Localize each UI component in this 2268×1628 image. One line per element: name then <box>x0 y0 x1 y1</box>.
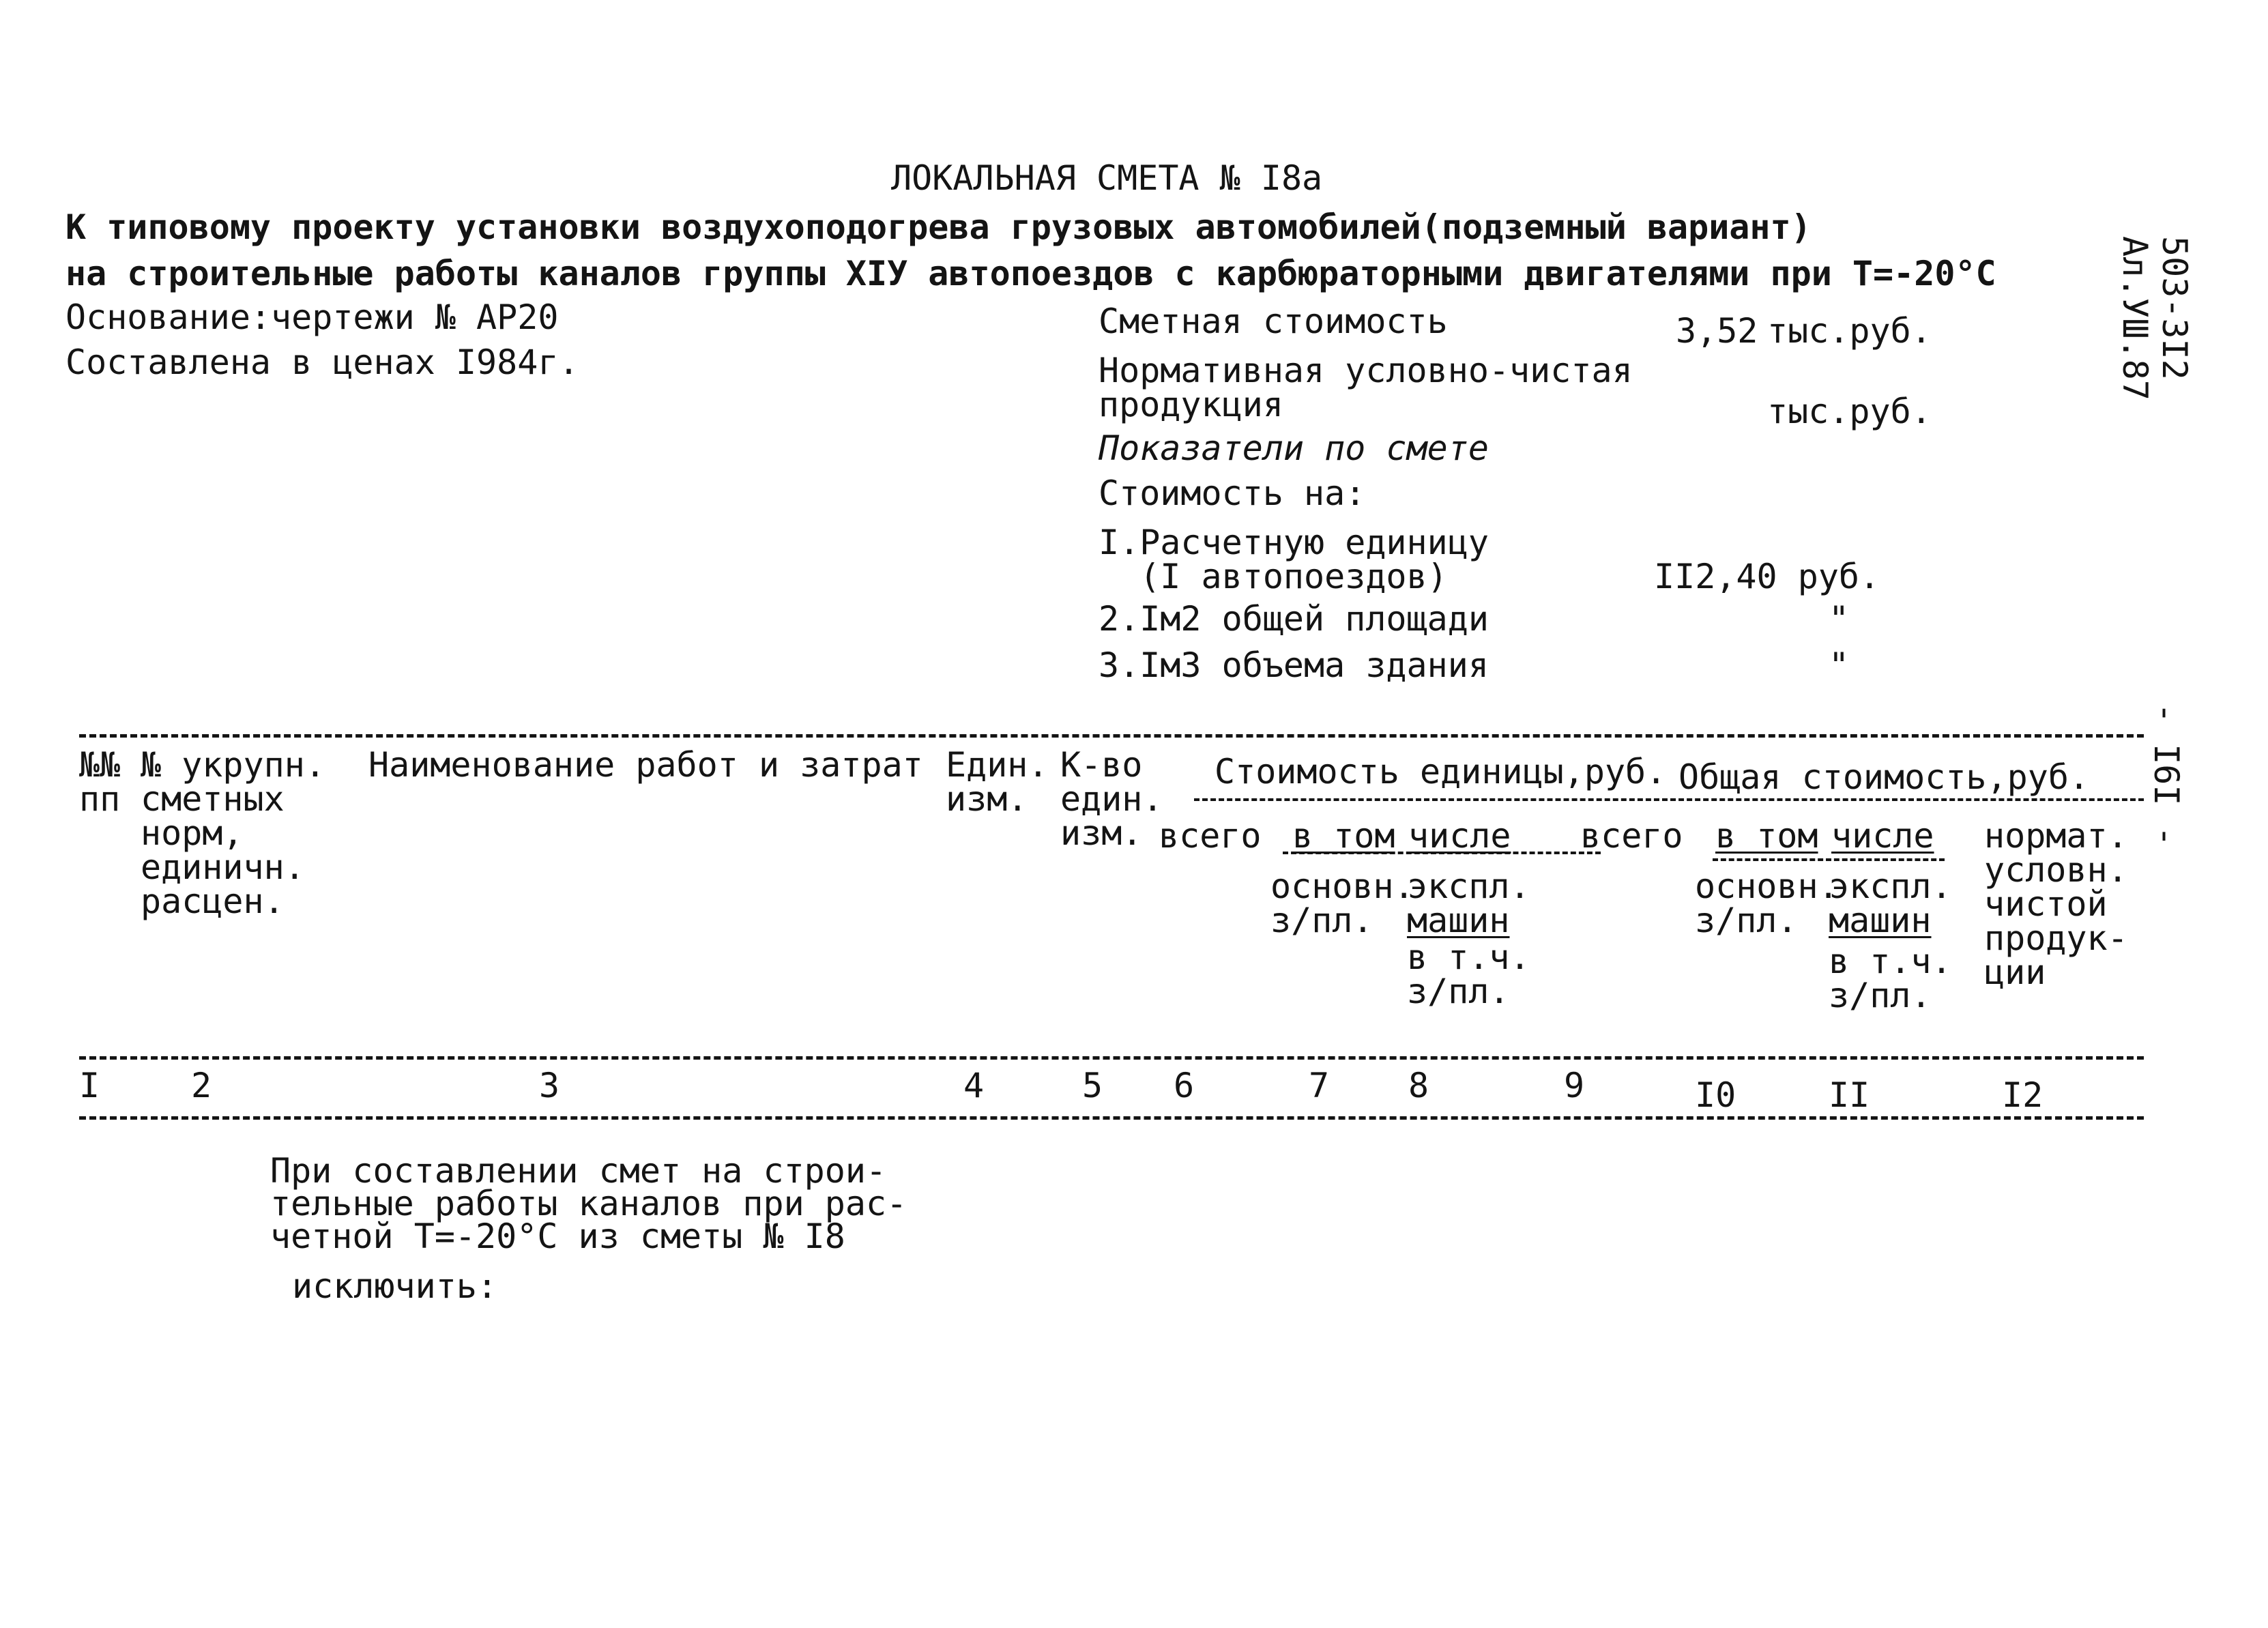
indicators-label: Показатели по смете <box>1099 428 1489 468</box>
unit-machines-header: машин <box>1407 901 1510 940</box>
total-base-pay-header: основн. з/пл. <box>1695 867 1839 940</box>
indicator-3-label: 3.Iм3 объема здания <box>1099 645 1489 685</box>
colnum-7: 7 <box>1309 1066 1330 1105</box>
project-line: К типовому проекту установки воздухоподогрева грузовых автомобилей(подземный вариант) <box>66 207 1812 247</box>
total-all-header: всего <box>1580 816 1683 856</box>
colnum-bottom-rule <box>79 1116 2144 1120</box>
table-top-rule <box>79 734 2144 738</box>
col-norm-header: № укрупн. сметных норм, единичн. расцен. <box>141 745 325 921</box>
indicator-2-label: 2.Iм2 общей площади <box>1099 599 1489 639</box>
col-qty-header: К-во един. изм. <box>1060 745 1163 853</box>
total-incl-pay-header: в т.ч. з/пл. <box>1829 942 1952 1015</box>
colnum-10: I0 <box>1695 1075 1736 1115</box>
basis-line: Основание:чертежи № АР20 <box>66 297 559 337</box>
norm-prod-header: нормат. условн. чистой продук- ции <box>1984 816 2128 992</box>
total-incl-a: в том <box>1715 816 1818 856</box>
colnum-2: 2 <box>191 1066 212 1105</box>
colnum-9: 9 <box>1564 1066 1585 1105</box>
colnum-12: I2 <box>2002 1075 2044 1115</box>
norm-product-unit: тыс.руб. <box>1767 392 1932 431</box>
prices-line: Составлена в ценах I984г. <box>66 343 579 382</box>
unit-exploit-header: экспл. <box>1407 867 1530 906</box>
document-title: ЛОКАЛЬНАЯ СМЕТА № I8а <box>891 158 1323 198</box>
colnum-11: II <box>1829 1075 1870 1115</box>
indicator-2-value: " <box>1829 599 1850 639</box>
unit-incl-a: в том <box>1292 816 1395 856</box>
doc-code-stamp: 503-3I2 <box>2155 236 2194 380</box>
incl-rule-2 <box>1713 858 1945 861</box>
unit-incl-pay-header: в т.ч. з/пл. <box>1407 937 1530 1011</box>
estimated-cost-value: 3,52 <box>1676 311 1758 351</box>
exclude-label: исключить: <box>292 1266 498 1306</box>
unit-incl-b: числе <box>1408 816 1511 856</box>
unit-all-header: всего <box>1159 816 1262 856</box>
colnum-8: 8 <box>1408 1066 1429 1105</box>
estimated-cost-label: Сметная стоимость <box>1099 302 1448 341</box>
norm-product-label: Нормативная условно-чистая продукция <box>1099 351 1633 424</box>
header-bottom-rule <box>79 1056 2144 1060</box>
col-unit-header: Един. изм. <box>946 745 1049 819</box>
colnum-5: 5 <box>1082 1066 1103 1105</box>
estimated-cost-unit: тыс.руб. <box>1767 311 1932 351</box>
album-stamp: Ал.УШ.87 <box>2115 236 2155 401</box>
total-incl-b: числе <box>1831 816 1934 856</box>
indicator-1-value: II2,40 руб. <box>1654 557 1880 596</box>
total-exploit-header: экспл. <box>1829 867 1952 906</box>
indicator-3-value: " <box>1829 645 1850 685</box>
total-machines-header: машин <box>1829 901 1932 940</box>
unit-base-pay-header: основн. з/пл. <box>1270 867 1414 940</box>
works-line: на строительные работы каналов группы XIУ автопоездов с карбюраторными двигателями при Т=-20°С <box>66 254 1996 293</box>
colnum-1: I <box>79 1066 100 1105</box>
indicator-1-label: I.Расчетную единицу (I автопоездов) <box>1099 523 1489 596</box>
col-num-header: №№ пп <box>79 745 121 819</box>
colnum-4: 4 <box>963 1066 985 1105</box>
colnum-3: 3 <box>539 1066 560 1105</box>
page-number: - I6I - <box>2147 703 2186 847</box>
col-name-header: Наименование работ и затрат <box>368 745 923 785</box>
cost-on-label: Стоимость на: <box>1099 474 1366 513</box>
colnum-6: 6 <box>1174 1066 1195 1105</box>
unit-cost-header: Стоимость единицы,руб. <box>1215 752 1667 791</box>
unit-cost-rule <box>1194 798 2144 801</box>
note-text: При составлении смет на строи- тельные работы каналов при рас- четной Т=-20°С из сметы № I8 <box>270 1151 907 1256</box>
total-cost-header: Общая стоимость,руб. <box>1678 757 2090 797</box>
